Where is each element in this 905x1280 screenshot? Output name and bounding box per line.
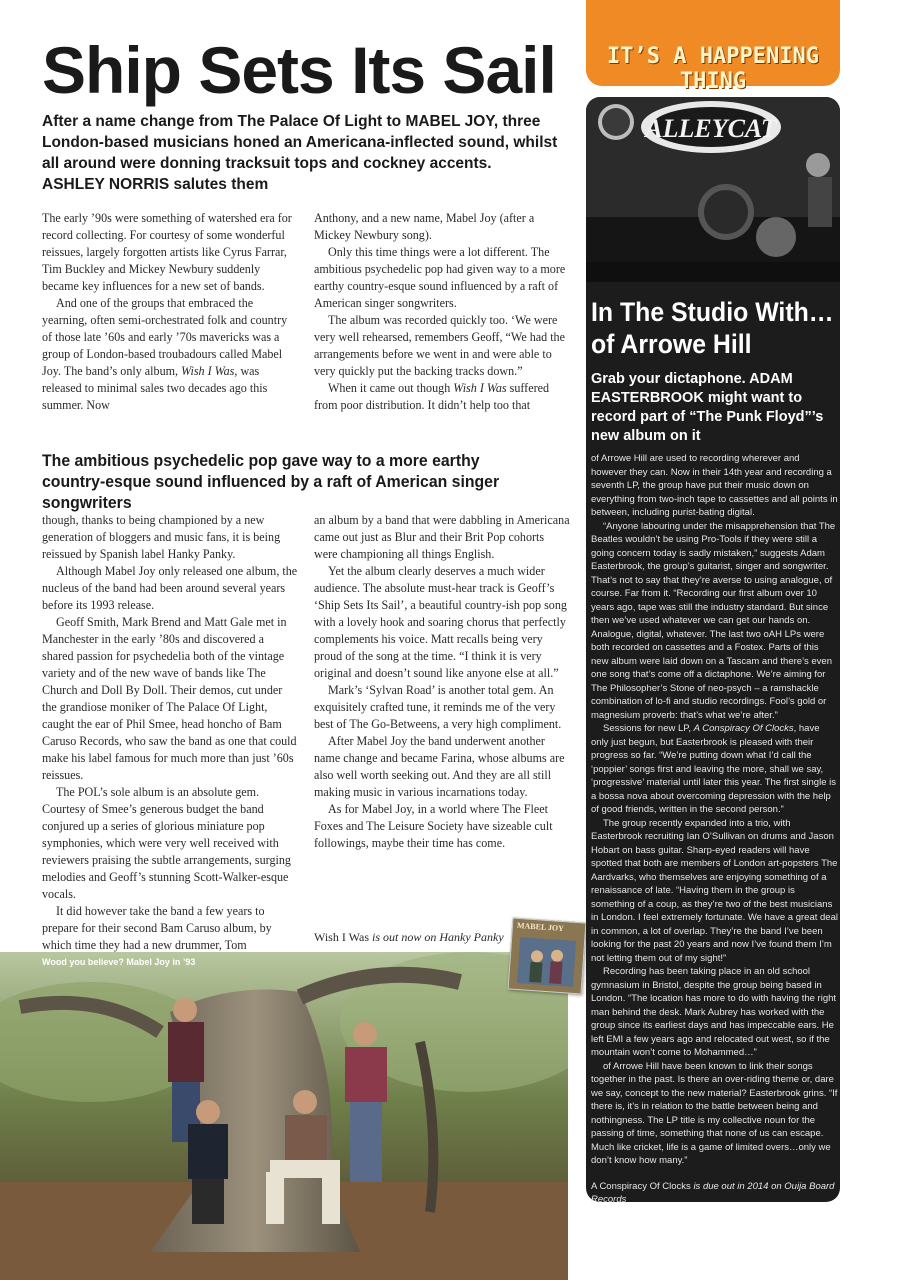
sidebar-title (591, 296, 834, 360)
body-column-4 (314, 512, 570, 852)
paragraph: “Anyone labouring under the misapprehension that The Beatles wouldn’t be using Pro-Tools if they were still a going concern today is sadly mistaken,” suggests Adam Easterbrook, the group’s guitarist, singer and songwriter. That’s not to say that they’re averse to using analogue, of course. Far from it. “Recording our first album over 10 years ago, tape was still the industry standard. But since then we’ve used whatever we can get our hands on. Analogue, digital, whatever. The last two oAH LPs were both recorded on cassettes and a Fostex. Parts of this new album were laid down on a Tascam and there’s even one song that’s come off a dictaphone. We’re aiming for The Philosopher’s Stone of neo-psych – a ramshackle combination of lo-fi and studio recordings. Fool’s gold or magnesium proverb: that’s what we’re after.” (591, 520, 836, 721)
paragraph: Although Mabel Joy only released one album, the nucleus of the band had been around several years before its 1993 release. (42, 564, 298, 612)
credit-title: Wish I Was (314, 930, 369, 944)
venue-sign: ALLEYCAT (645, 114, 777, 143)
paragraph: Recording has been taking place in an old school gymnasium in Bristol, despite the group being based in London. “The location has more to do with having the right man behind the desk. Mark Aubrey has worked with the group since its earliest days and has impeccable ears. He left EMI a few years ago and relocated out west, so if the mountain won’t come to Mohammed…” (591, 966, 837, 1058)
sidebar-standfirst: Grab your dictaphone. ADAM EASTERBROOK might want to record part of “The Punk Floyd”’s new album on it (591, 371, 824, 444)
concert-photo (586, 97, 840, 282)
article-headline: Ship Sets Its Sail (42, 33, 556, 107)
paragraph: The album was recorded quickly too. ‘We were very well rehearsed, remembers Geoff, “We had the arrangements before we went in and were able to very quickly put the backing tracks down.” (314, 313, 565, 378)
article-standfirst (42, 111, 572, 195)
album-cover-label: MABEL JOY (516, 920, 565, 934)
paragraph: When it came out though Wish I Was suffered from poor distribution. It didn’t help too that (314, 381, 550, 412)
section-tab-label: IT’S A HAPPENING THING (607, 44, 819, 94)
paragraph: Only this time things were a lot different. The ambitious psychedelic pop had given way to a more earthy country-esque sound influenced by a raft of American singer songwriters. (314, 245, 566, 310)
album-title: Wish I Was (453, 381, 507, 395)
album-cover (508, 918, 587, 995)
byline: ASHLEY NORRIS salutes them (42, 176, 269, 193)
paragraph: And one of the groups that embraced the yearning, often semi-orchestrated folk and country of those late ’60s and early ’70s mavericks was a group of London-based troubadours called Mabel Joy. The band’s only album, Wish I Was, was released to minimal sales two decades ago this summer. Now (42, 296, 288, 412)
sidebar-title-line-1: In The Studio With… (591, 297, 834, 327)
pull-quote: The ambitious psychedelic pop gave way to a more earthy country-esque sound influenced by a raft of American singer songwriters (42, 451, 500, 512)
paragraph: As for Mabel Joy, in a world where The Fleet Foxes and The Leisure Society have sizeable cult followings, maybe their time has come. (314, 802, 553, 850)
photo-caption: Wood you believe? Mabel Joy in ’93 (42, 957, 196, 967)
sidebar-footnote: A Conspiracy Of Clocks is due out in 2014 on Ouija Board Records (591, 1180, 835, 1205)
sidebar-body (591, 452, 838, 1207)
release-credit (314, 930, 504, 945)
standfirst-text: After a name change from The Palace Of Light to MABEL JOY, three London-based musicians honed an Americana-inflected sound, whilst all around were donning tracksuit tops and cockney accents. (42, 113, 558, 172)
band-photo (0, 952, 568, 1280)
paragraph: Mark’s ‘Sylvan Road’ is another total gem. An exquisitely crafted tune, it reminds me of the very best of The Go-Betweens, a very high compliment. (314, 683, 562, 731)
credit-text: is out now on Hanky Panky (372, 930, 504, 944)
paragraph: of Arrowe Hill are used to recording wherever and however they can. Now in their 14th year and recording a seventh LP, the group have put their music down on everything from two-inch tape to cassettes and all points in between, including purist-bating digital. (591, 453, 838, 518)
body-column-1 (42, 210, 298, 414)
paragraph: The POL’s sole album is an absolute gem. Courtesy of Smee’s generous budget the band conjured up a series of glorious miniature pop symphonies, which were very well received with reviewers praising the subtle arrangements, surging melodies and Geoff’s stunning Scott-Walker-esque vocals. (42, 785, 291, 901)
paragraph: Anthony, and a new name, Mabel Joy (after a Mickey Newbury song). (314, 211, 535, 242)
paragraph: though, thanks to being championed by a new generation of bloggers and music fans, it is being reissued by Spanish label Hanky Panky. (42, 513, 281, 561)
paragraph: Yet the album clearly deserves a much wider audience. The absolute must-hear track is Geoff’s ‘Ship Sets Its Sail’, a beautiful country-ish pop song with a lovely hook and soaring chorus that perfectly complements his voice. Matt recalls being very proud of the song at the time. “I think it is very original and doesn’t sound like anyone else at all.” (314, 564, 567, 680)
album-title: A Conspiracy Of Clocks (693, 723, 794, 734)
paragraph: After Mabel Joy the band underwent another name change and became Farina, whose albums are also well worth seeking out. And they are all still making music in various incarnations today. (314, 734, 565, 799)
paragraph: The group recently expanded into a trio, with Easterbrook recruiting Ian O’Sullivan on drums and Jason Hobart on bass guitar. Sharp-eyed readers will have spotted that both are members of London art-popsters The Aardvarks, who themselves are enjoying something of a renaissance of late. “Having them in the group is something of a coup, as they’re two of the best musicians in London. I feel extremely fortunate. We have a great deal in common, a lot of overlap. They’re the band I’ve been looking for the past 20 years and now I’ve found them I’m not letting them out of my sight!” (591, 817, 838, 964)
paragraph: The early ’90s were something of watershed era for record collecting. For courtesy of some wonderful reissues, largely forgotten artists like Cyrus Farrar, Tim Buckley and Mickey Newbury suddenly became key influences for a new set of bands. (42, 211, 292, 293)
paragraph: Geoff Smith, Mark Brend and Matt Gale met in Manchester in the early ’80s and discovered a shared passion for psychedelia both of the vintage variety and of the new wave of bands like The Church and Doll By Doll. Their demos, cut under the grandiose moniker of The Palace Of Light, caught the ear of Phil Smee, head honcho of Bam Caruso Records, who saw the band as one that could make his label famous for much more than just ’60s reissues. (42, 615, 297, 782)
album-title: Wish I Was, (181, 364, 238, 378)
body-column-2 (314, 210, 570, 414)
sidebar-title-line-2: of Arrowe Hill (591, 329, 752, 359)
body-column-3 (42, 512, 298, 954)
paragraph: It did however take the band a few years to prepare for their second Bam Caruso album, by which time they had a new drummer, Tom (42, 904, 272, 952)
paragraph: Sessions for new LP, A Conspiracy Of Clocks, have only just begun, but Easterbrook is pleased with their progress so far. “We’re putting down what I’d call the ‘poppier’ songs first and leaving the more, shall we say, ‘progressive’ material until later this year. The first single is a bossa nova about overcoming depression with the help of good friends, written in the second person.” (591, 723, 836, 815)
paragraph: an album by a band that were dabbling in Americana came out just as Blur and their Brit Pop cohorts were championing all things English. (314, 513, 570, 561)
paragraph: of Arrowe Hill have been known to link their songs together in the past. Is there an over-riding theme or, dare we say, concept to the new material? Easterbrook grins. “If there is, it’s in relation to the battle between being and nothingness. The LP title is my collective noun for the passing of time, something that none of us can escape. Much like cricket, life is a game of limited overs…only we don’t know how many.” (591, 1060, 838, 1166)
band-photo-illustration (0, 952, 568, 1280)
